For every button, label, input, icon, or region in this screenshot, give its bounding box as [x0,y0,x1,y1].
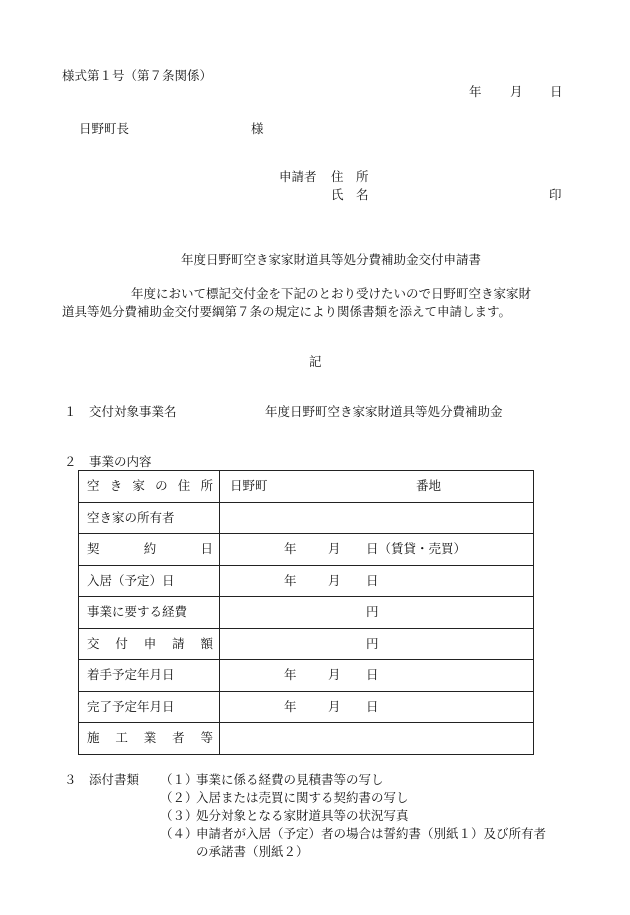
address-suffix: 番地 [416,478,442,493]
field-vacant-house-address[interactable] [220,471,534,503]
field-project-cost[interactable]: 円 [220,597,534,629]
section1-number: １ [64,404,77,419]
form-number: 様式第１号（第７条関係） [62,68,213,83]
table-row [79,660,534,692]
attachment-1-number: （１） [160,772,198,787]
attachment-4-number: （４） [160,826,198,841]
ki-heading: 記 [309,354,322,369]
body-line-1: 年度において標記交付金を下記のとおり受けたいので日野町空き家家財 [131,286,532,301]
address-prefix: 日野町 [230,478,268,493]
attachment-4-text: 申請者が入居（予定）者の場合は誓約書（別紙１）及び所有者 [196,826,547,841]
label-contractor: 施 工 業 者 等 [79,723,220,755]
document-title: 年度日野町空き家家財道具等処分費補助金交付申請書 [181,252,482,267]
section1-value: 年度日野町空き家家財道具等処分費補助金 [265,404,503,419]
field-start-date[interactable]: 年 月 日 [220,660,534,692]
table-row [79,723,534,755]
body-line-2: 道具等処分費補助金交付要綱第７条の規定により関係書類を添えて申請します。 [62,304,512,319]
field-move-in-date[interactable]: 年 月 日 [220,565,534,597]
table-row [79,565,534,597]
table-row [79,597,534,629]
attachment-2-text: 入居または売買に関する契約書の写し [196,790,409,805]
attachment-1-text: 事業に係る経費の見積書等の写し [196,772,384,787]
label-project-cost: 事業に要する経費 [79,597,220,629]
label-vacant-house-owner: 空き家の所有者 [79,502,220,534]
field-contract-date[interactable]: 年 月 日（賃貸・売買） [220,534,534,566]
applicant-address-label: 住 所 [331,169,369,184]
date-day-label: 日 [550,84,563,99]
section1-label: 交付対象事業名 [89,404,177,419]
field-completion-date[interactable]: 年 月 日 [220,691,534,723]
section2-label: 事業の内容 [89,454,152,469]
attachment-3-number: （３） [160,808,198,823]
field-grant-request-amount[interactable]: 円 [220,628,534,660]
section2-number: ２ [64,454,77,469]
project-details-table [78,470,534,755]
label-vacant-house-address: 空 き 家 の 住 所 [79,471,220,503]
field-vacant-house-owner[interactable] [220,502,534,534]
addressee-name: 日野町長 [79,121,130,136]
applicant-name-label: 氏 名 [331,187,369,202]
section3-label: 添付書類 [89,772,140,787]
section3-number: ３ [64,772,77,787]
seal-mark: 印 [549,187,562,202]
label-start-date: 着手予定年月日 [79,660,220,692]
label-contract-date: 契 約 日 [79,534,220,566]
label-completion-date: 完了予定年月日 [79,691,220,723]
table-row [79,471,534,503]
date-month-label: 月 [510,84,523,99]
applicant-label: 申請者 [279,169,317,184]
table-row [79,628,534,660]
label-grant-request-amount: 交 付 申 請 額 [79,628,220,660]
date-year-label: 年 [469,84,482,99]
attachment-4-continuation: の承諾書（別紙２） [196,844,309,859]
attachment-2-number: （２） [160,790,198,805]
field-contractor[interactable] [220,723,534,755]
label-move-in-date: 入居（予定）日 [79,565,220,597]
addressee-honorific: 様 [251,121,264,136]
attachment-3-text: 処分対象となる家財道具等の状況写真 [196,808,409,823]
table-row [79,502,534,534]
table-row [79,534,534,566]
table-row [79,691,534,723]
